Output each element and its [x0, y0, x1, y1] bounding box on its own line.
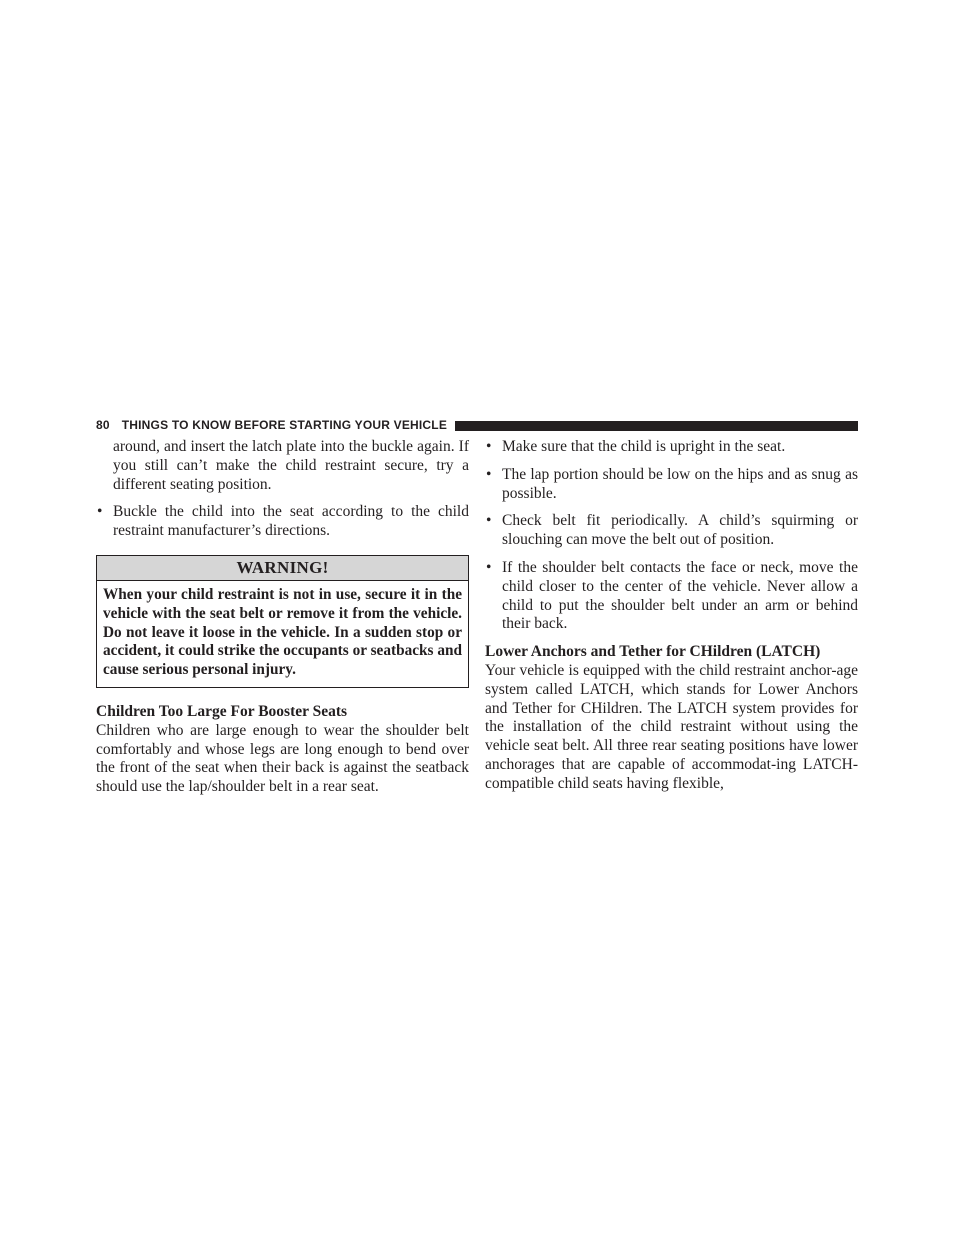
- list-item: [485, 559, 858, 634]
- list-item: [485, 438, 858, 457]
- list-item-text: Make sure that the child is upright in the seat.: [502, 438, 786, 455]
- bullet-icon: •: [486, 558, 492, 576]
- list-item-text: If the shoulder belt contacts the face or neck, move the child closer to the center of the vehicle. Never allow a child to put the shoulder belt under an arm or behind their back.: [502, 558, 858, 633]
- section-title: THINGS TO KNOW BEFORE STARTING YOUR VEHICLE: [121, 418, 448, 432]
- bullet-icon: •: [486, 512, 492, 530]
- warning-text: When your child restraint is not in use, secure it in the vehicle with the seat belt or remove it from the vehicle. Do not leave it loose in the vehicle. In a sudden stop or accident, it could strike the occupants or seatbacks and cause serious personal injury.: [103, 585, 462, 679]
- paragraph-booster: Children who are large enough to wear the shoulder belt comfortably and whose legs are long enough to bend over the front of the seat when their back is against the seatback should use the lap/shoulder belt in a rear seat.: [96, 721, 469, 796]
- bullet-icon: •: [486, 465, 492, 483]
- page-number: 80: [96, 418, 110, 432]
- paragraph-latch: Your vehicle is equipped with the child restraint anchor-age system called LATCH, which stands for Lower Anchors and Tether for CHildren. The LATCH system provides for the installation of the child restraint without using the vehicle seat belt. All three rear seating positions have lower anchorages that are capable of accommodat-ing LATCH-compatible child seats having flexible,: [485, 661, 858, 792]
- subheading-booster: Children Too Large For Booster Seats: [96, 702, 348, 720]
- bullet-icon: •: [97, 503, 103, 521]
- list-item: [96, 503, 469, 541]
- warning-title: WARNING!: [97, 556, 468, 581]
- list-item-text: Check belt fit periodically. A child’s squirming or slouching can move the belt out of position.: [502, 512, 858, 549]
- subheading-latch: Lower Anchors and Tether for CHildren (LATCH): [485, 643, 821, 661]
- right-column: [485, 438, 858, 794]
- list-item: [485, 512, 858, 550]
- warning-box: [96, 555, 469, 688]
- list-item-text: Buckle the child into the seat according to the child restraint manufacturer’s directions.: [113, 503, 469, 540]
- header-rule: [455, 421, 858, 431]
- continued-bullet-text: around, and insert the latch plate into the buckle again. If you still can’t make the child restraint secure, try a different seating position.: [113, 438, 469, 493]
- left-column: [96, 438, 469, 797]
- bullet-icon: •: [486, 438, 492, 455]
- list-item-text: The lap portion should be low on the hips and as snug as possible.: [502, 465, 858, 502]
- list-item: [485, 466, 858, 504]
- page-header: [96, 417, 858, 433]
